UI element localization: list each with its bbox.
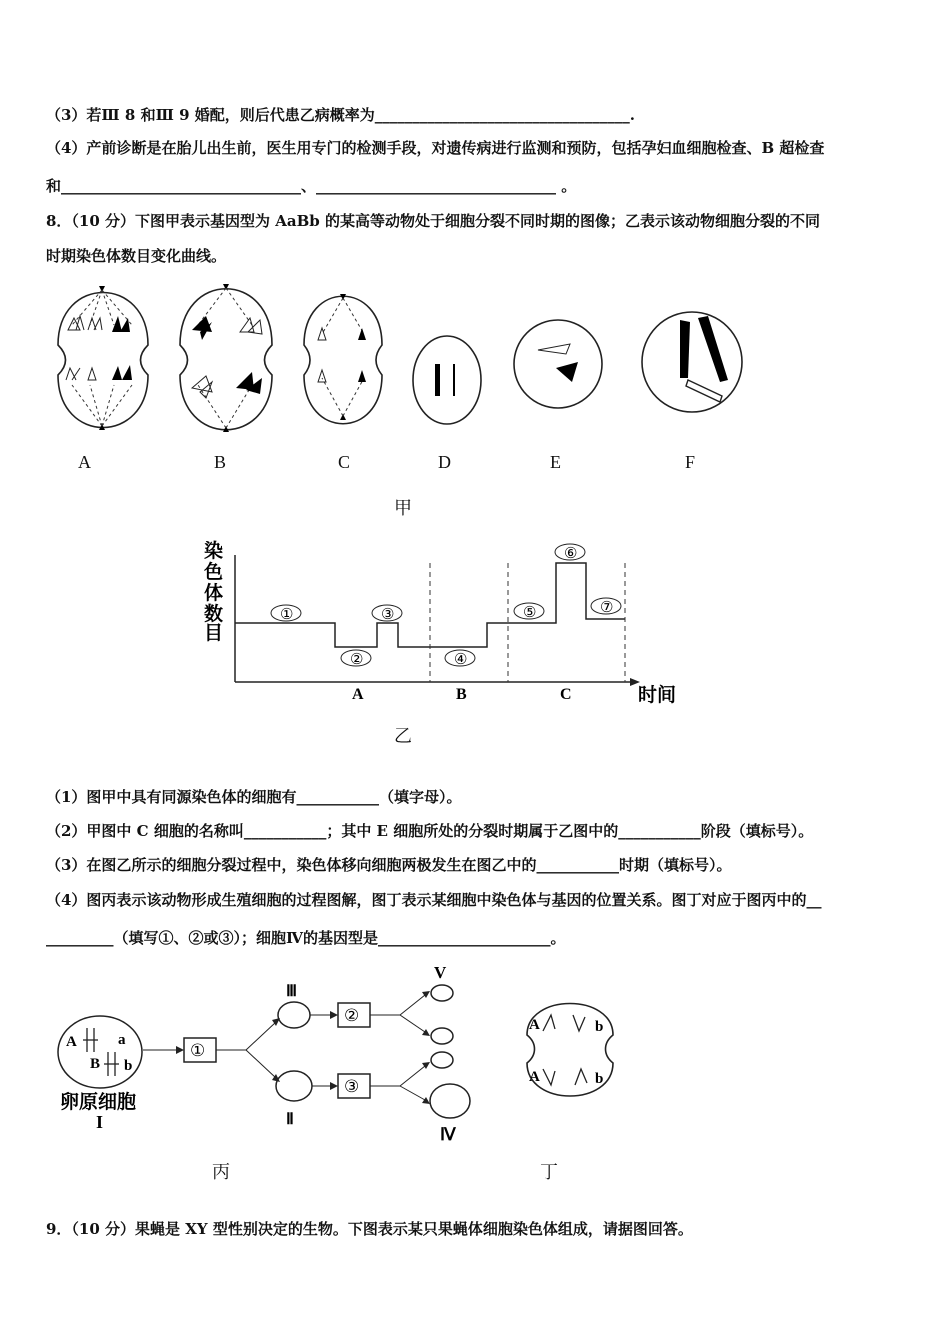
svg-text:b: b [124,1058,133,1074]
y-axis-label [204,539,223,644]
stage-7: ⑦ [600,600,614,616]
stage-5: ⑤ [523,605,537,621]
svg-text:A: A [529,1017,540,1033]
svg-text:染: 染 [204,541,224,562]
cell-v-label: V [434,963,447,982]
cell-d [413,336,481,424]
svg-text:b: b [595,1071,604,1087]
stage-4: ④ [454,652,468,668]
figure-yi [190,535,710,715]
q8-part2: （2）甲图中 C 细胞的名称叫___________；其中 E 细胞所处的分裂时期属于乙图中的___________阶段（填标号）。 [46,822,814,840]
q8-stem-line2: 时期染色体数目变化曲线。 [46,247,227,265]
q7-part3: （3）若Ⅲ 8 和Ⅲ 9 婚配，则后代患乙病概率为__________________________________. [46,106,635,124]
svg-text:色: 色 [204,562,224,583]
phase-b: B [456,686,467,703]
q8-part3: （3）在图乙所示的细胞分裂过程中，染色体移向细胞两极发生在图乙中的___________时期（填标号）。 [46,856,732,874]
svg-text:目: 目 [204,623,224,644]
step-2: ② [344,1006,360,1025]
figure-ding-caption: 丁 [540,1162,558,1182]
cell-b [180,284,272,432]
figure-bing [50,960,490,1180]
cell-e-label: E [550,452,561,472]
cell-d-label: D [438,452,451,472]
svg-text:体: 体 [204,583,224,604]
cell-c [304,294,382,424]
stage-3: ③ [381,607,395,623]
step-1: ① [190,1041,206,1060]
svg-text:数: 数 [204,604,224,625]
cell-c-label: C [338,452,351,472]
cell-e [514,320,602,408]
svg-text:A: A [529,1069,540,1085]
q8-part1: （1）图甲中具有同源染色体的细胞有___________（填字母）。 [46,788,462,806]
figure-yi-caption: 乙 [394,726,412,746]
svg-text:B: B [90,1056,101,1072]
cell-a [58,286,148,430]
q9-stem: 9．（10 分）果蝇是 XY 型性别决定的生物。下图表示某只果蝇体细胞染色体组成，请据图回答。 [46,1220,693,1238]
oogonium-label: 卵原细胞 [60,1092,137,1113]
figure-jia-caption: 甲 [394,498,412,518]
cell-f-label: F [685,452,696,472]
cell-iii-label: Ⅲ [286,983,298,1000]
stage-1: ① [280,607,294,623]
svg-text:b: b [595,1019,604,1035]
q8-part4-line1: （4）图丙表示该动物形成生殖细胞的过程图解，图丁表示某细胞中染色体与基因的位置关系。图丁对应于图丙中的__ [46,891,822,909]
phase-c: C [560,686,572,703]
svg-text:A: A [66,1034,77,1050]
q7-part4-line2: 和________________________________、________________________________ 。 [46,177,577,195]
cell-iv-label: Ⅳ [440,1125,456,1144]
q8-part4-line2: _________（填写①、②或③）；细胞Ⅳ的基因型是_______________________。 [46,929,566,947]
q7-part4-line1: （4）产前诊断是在胎儿出生前，医生用专门的检测手段，对遗传病进行监测和预防，包括孕妇血细胞检查、B 超检查 [46,139,825,157]
cell-a-label: A [78,452,91,472]
cell-b-label: B [214,452,227,472]
phase-a: A [352,686,364,703]
figure-ding [515,985,625,1120]
step-3: ③ [344,1077,360,1096]
figure-bing-caption: 丙 [212,1162,230,1182]
cell-i-label: I [96,1112,104,1132]
stage-2: ② [350,652,364,668]
cell-ii-label: Ⅱ [286,1111,294,1128]
stage-6: ⑥ [564,546,578,562]
figure-jia [40,270,760,520]
q8-stem-line1: 8．（10 分）下图甲表示基因型为 AaBb 的某高等动物处于细胞分裂不同时期的图像；乙表示该动物细胞分裂的不同 [46,212,821,230]
svg-text:a: a [118,1032,126,1048]
cell-f [642,312,742,412]
x-axis-label: 时间 [638,685,677,706]
